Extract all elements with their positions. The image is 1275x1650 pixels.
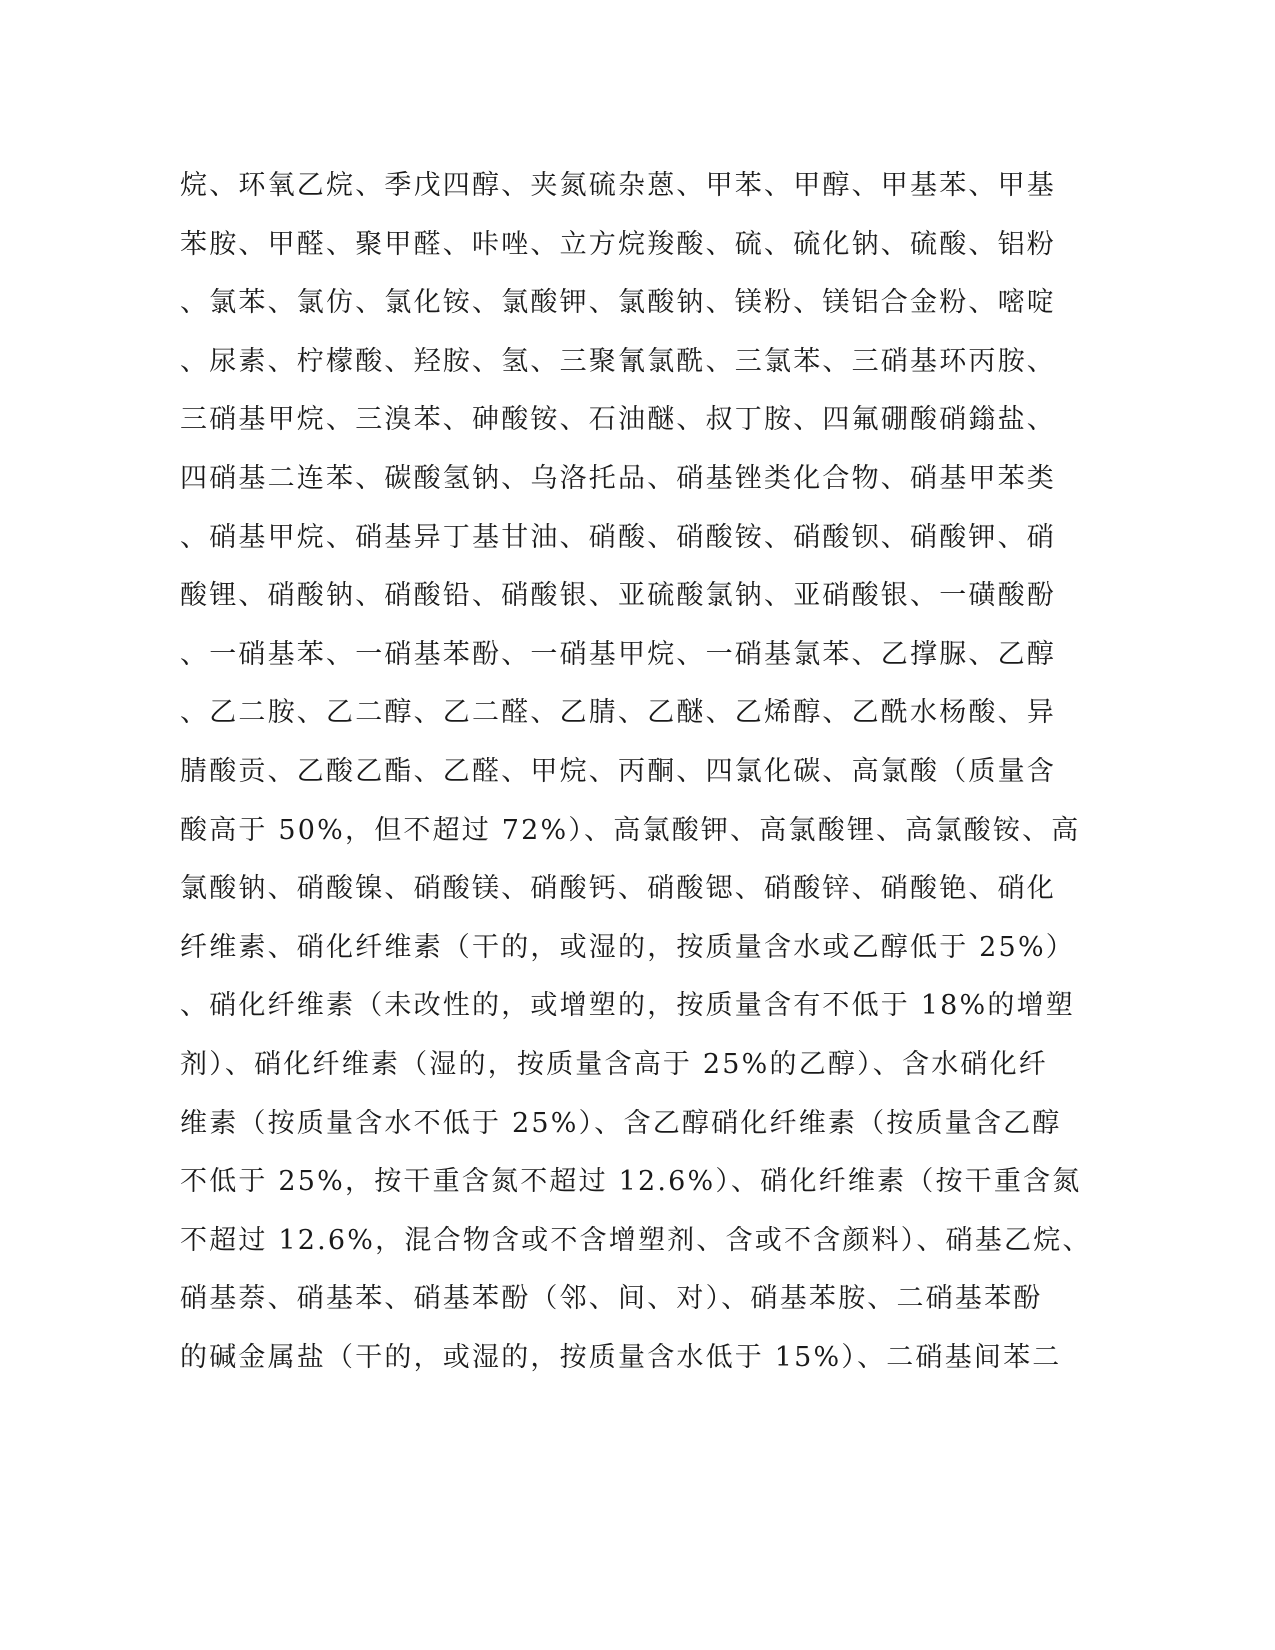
text-line: 氯酸钠、硝酸镍、硝酸镁、硝酸钙、硝酸锶、硝酸锌、硝酸铯、硝化 [180, 873, 1056, 905]
text-line: 腈酸贡、乙酸乙酯、乙醛、甲烷、丙酮、四氯化碳、高氯酸（质量含 [180, 755, 1056, 787]
body-text [180, 157, 1092, 1387]
text-line: 、氯苯、氯仿、氯化铵、氯酸钾、氯酸钠、镁粉、镁铝合金粉、嘧啶 [180, 287, 1056, 319]
text-line: 不低于 25%，按干重含氮不超过 12.6%）、硝化纤维素（按干重含氮 [180, 1166, 1082, 1198]
text-line: 剂）、硝化纤维素（湿的，按质量含高于 25%的乙醇）、含水硝化纤 [180, 1048, 1048, 1080]
text-line: 维素（按质量含水不低于 25%）、含乙醇硝化纤维素（按质量含乙醇 [180, 1107, 1062, 1139]
text-line: 、乙二胺、乙二醇、乙二醛、乙腈、乙醚、乙烯醇、乙酰水杨酸、异 [180, 697, 1056, 729]
text-line: 苯胺、甲醛、聚甲醛、咔唑、立方烷羧酸、硫、硫化钠、硫酸、铝粉 [180, 228, 1056, 260]
text-line: 、硝基甲烷、硝基异丁基甘油、硝酸、硝酸铵、硝酸钡、硝酸钾、硝 [180, 521, 1056, 553]
text-line: 纤维素、硝化纤维素（干的，或湿的，按质量含水或乙醇低于 25%） [180, 931, 1075, 963]
text-line: 、硝化纤维素（未改性的，或增塑的，按质量含有不低于 18%的增塑 [180, 990, 1075, 1022]
text-line: 硝基萘、硝基苯、硝基苯酚（邻、间、对）、硝基苯胺、二硝基苯酚 [180, 1283, 1043, 1315]
text-line: 的碱金属盐（干的，或湿的，按质量含水低于 15%）、二硝基间苯二 [180, 1341, 1062, 1373]
text-line: 酸锂、硝酸钠、硝酸铅、硝酸银、亚硫酸氯钠、亚硝酸银、一磺酸酚 [180, 580, 1056, 612]
text-line: 烷、环氧乙烷、季戊四醇、夹氮硫杂蒽、甲苯、甲醇、甲基苯、甲基 [180, 170, 1056, 201]
text-line: 、一硝基苯、一硝基苯酚、一硝基甲烷、一硝基氯苯、乙撑脲、乙醇 [180, 638, 1056, 670]
text-line: 、尿素、柠檬酸、羟胺、氢、三聚氰氯酰、三氯苯、三硝基环丙胺、 [180, 345, 1056, 377]
text-line: 酸高于 50%，但不超过 72%）、高氯酸钾、高氯酸锂、高氯酸铵、高 [180, 814, 1081, 846]
text-line: 四硝基二连苯、碳酸氢钠、乌洛托品、硝基锉类化合物、硝基甲苯类 [180, 462, 1056, 494]
text-line: 不超过 12.6%，混合物含或不含增塑剂、含或不含颜料）、硝基乙烷、 [180, 1224, 1092, 1256]
text-line: 三硝基甲烷、三溴苯、砷酸铵、石油醚、叔丁胺、四氟硼酸硝鎓盐、 [180, 404, 1056, 436]
